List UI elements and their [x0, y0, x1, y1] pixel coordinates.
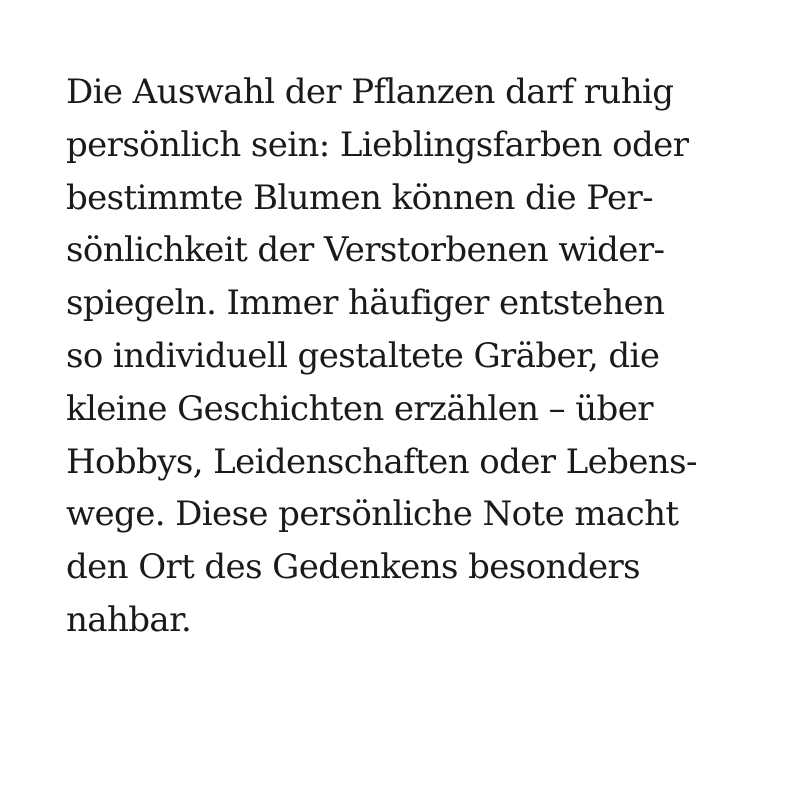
body-paragraph	[66, 66, 766, 647]
text-line-10: den Ort des Gedenkens besonders	[66, 547, 640, 588]
text-line-1: Die Auswahl der Pflanzen darf ruhig	[66, 72, 674, 112]
text-line-2: persönlich sein: Lieblingsfarben oder	[66, 124, 689, 165]
text-line-4: sönlichkeit der Verstorbenen wider-	[66, 230, 665, 271]
text-line-8: Hobbys, Leidenschaften oder Lebens-	[66, 441, 697, 482]
text-line-6: so individuell gestaltete Gräber, die	[66, 335, 660, 376]
text-line-11: nahbar.	[66, 599, 192, 640]
text-line-3: bestimmte Blumen können die Per-	[66, 177, 654, 218]
text-line-7: kleine Geschichten erzählen – über	[66, 388, 653, 429]
text-line-9: wege. Diese persönliche Note macht	[66, 494, 679, 535]
text-line-5: spiegeln. Immer häufiger entstehen	[66, 283, 665, 324]
